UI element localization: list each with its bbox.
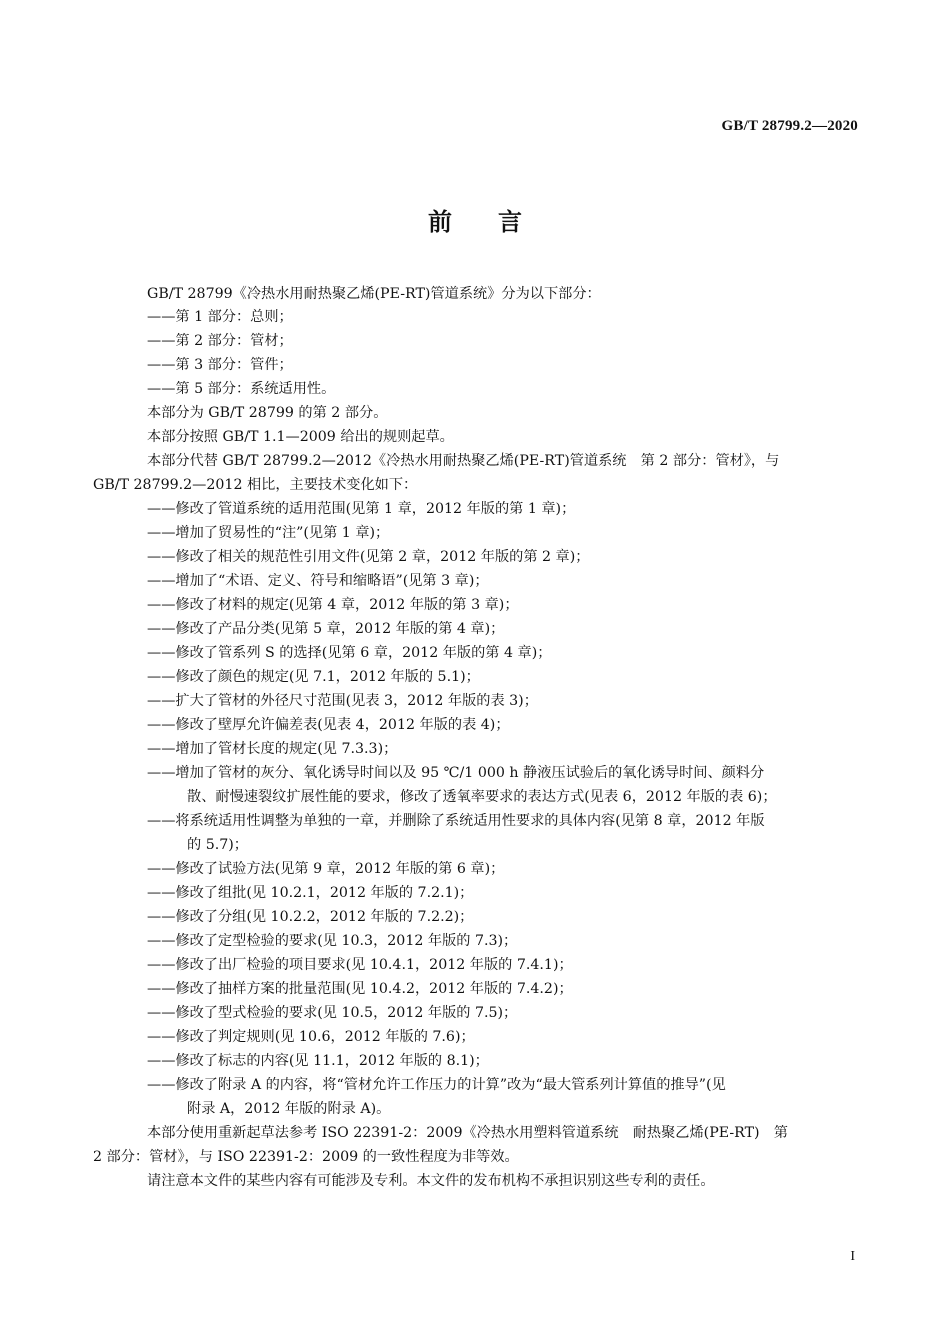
list-item: ——修改了抽样方案的批量范围(见 10.4.2，2012 年版的 7.4.2)； <box>147 981 573 997</box>
list-item: ——修改了分组(见 10.2.2，2012 年版的 7.2.2)； <box>147 909 474 925</box>
paragraph-replace: 本部分代替 GB/T 28799.2—2012《冷热水用耐热聚乙烯(PE-RT)管道系统 第 2 部分：管材》，与 <box>147 453 780 469</box>
list-item: ——修改了组批(见 10.2.1，2012 年版的 7.2.1)； <box>147 885 474 901</box>
list-item: ——修改了壁厚允许偏差表(见表 4，2012 年版的表 4)； <box>147 717 510 733</box>
list-item: ——修改了产品分类(见第 5 章，2012 年版的第 4 章)； <box>147 621 505 637</box>
list-item: ——修改了管系列 S 的选择(见第 6 章，2012 年版的第 4 章)； <box>147 645 552 661</box>
list-item: ——第 1 部分：总则； <box>147 309 293 325</box>
title-char-2: 言 <box>498 208 522 236</box>
list-item-cont: 附录 A，2012 年版的附录 A)。 <box>187 1101 391 1117</box>
paragraph: 本部分按照 GB/T 1.1—2009 给出的规则起草。 <box>147 429 454 445</box>
list-item: ——第 3 部分：管件； <box>147 357 293 373</box>
paragraph-patent: 请注意本文件的某些内容有可能涉及专利。本文件的发布机构不承担识别这些专利的责任。 <box>147 1173 715 1189</box>
list-item: ——修改了试验方法(见第 9 章，2012 年版的第 6 章)； <box>147 861 505 877</box>
list-item: ——第 2 部分：管材； <box>147 333 293 349</box>
list-item: ——修改了定型检验的要求(见 10.3，2012 年版的 7.3)； <box>147 933 518 949</box>
list-item: ——修改了材料的规定(见第 4 章，2012 年版的第 3 章)； <box>147 597 519 613</box>
paragraph-iso: 本部分使用重新起草法参考 ISO 22391-2：2009《冷热水用塑料管道系统 耐热聚乙烯(PE-RT) 第 <box>147 1125 788 1141</box>
paragraph: 本部分为 GB/T 28799 的第 2 部分。 <box>147 405 388 421</box>
title-char-1: 前 <box>428 208 452 236</box>
list-item: ——修改了型式检验的要求(见 10.5，2012 年版的 7.5)； <box>147 1005 518 1021</box>
list-item: ——修改了颜色的规定(见 7.1，2012 年版的 5.1)； <box>147 669 480 685</box>
list-item: ——修改了附录 A 的内容，将“管材允许工作压力的计算”改为“最大管系列计算值的推导”(见 <box>147 1077 726 1093</box>
list-item: ——增加了管材的灰分、氧化诱导时间以及 95 ℃/1 000 h 静液压试验后的氧化诱导时间、颜料分 <box>147 765 765 781</box>
standard-code: GB/T 28799.2—2020 <box>721 118 858 134</box>
list-item: ——增加了管材长度的规定(见 7.3.3)； <box>147 741 398 757</box>
list-item-cont: 散、耐慢速裂纹扩展性能的要求，修改了透氧率要求的表达方式(见表 6，2012 年版的表 6)； <box>187 789 777 805</box>
list-item: ——增加了“术语、定义、符号和缩略语”(见第 3 章)； <box>147 573 489 589</box>
list-item: ——扩大了管材的外径尺寸范围(见表 3，2012 年版的表 3)； <box>147 693 538 709</box>
list-item: ——修改了标志的内容(见 11.1，2012 年版的 8.1)； <box>147 1053 489 1069</box>
list-item: ——修改了出厂检验的项目要求(见 10.4.1，2012 年版的 7.4.1)； <box>147 957 573 973</box>
paragraph-parts-intro: GB/T 28799《冷热水用耐热聚乙烯(PE-RT)管道系统》分为以下部分： <box>147 286 601 302</box>
page-number: I <box>850 1249 855 1264</box>
list-item: ——修改了相关的规范性引用文件(见第 2 章，2012 年版的第 2 章)； <box>147 549 590 565</box>
list-item: ——修改了管道系统的适用范围(见第 1 章，2012 年版的第 1 章)； <box>147 501 576 517</box>
paragraph-replace-cont: GB/T 28799.2—2012 相比，主要技术变化如下： <box>93 477 418 493</box>
paragraph-iso-cont: 2 部分：管材》，与 ISO 22391-2：2009 的一致性程度为非等效。 <box>93 1149 519 1165</box>
list-item-cont: 的 5.7)； <box>187 837 248 853</box>
list-item: ——增加了贸易性的“注”(见第 1 章)； <box>147 525 390 541</box>
list-item: ——将系统适用性调整为单独的一章，并删除了系统适用性要求的具体内容(见第 8 章，2012 年版 <box>147 813 765 829</box>
list-item: ——修改了判定规则(见 10.6，2012 年版的 7.6)； <box>147 1029 475 1045</box>
list-item: ——第 5 部分：系统适用性。 <box>147 381 336 397</box>
page-title <box>0 202 950 237</box>
